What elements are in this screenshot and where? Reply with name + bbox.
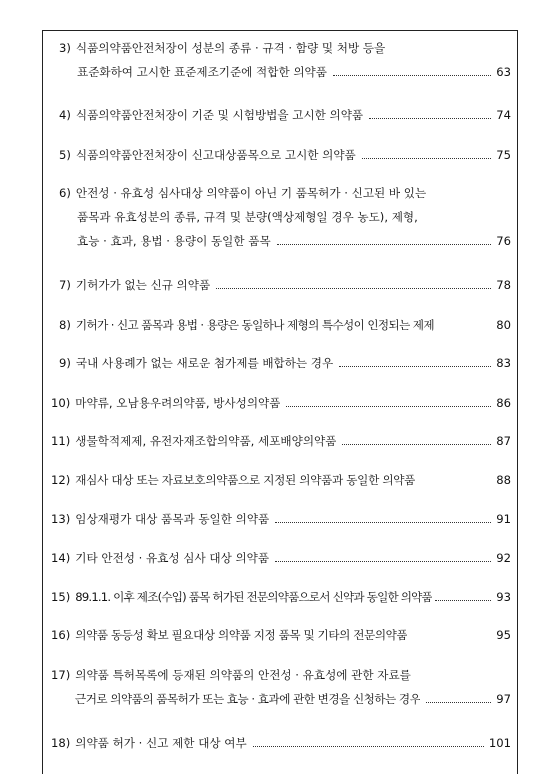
toc-entry-page: 86 xyxy=(496,396,511,410)
toc-entry-number: 13) xyxy=(51,512,71,526)
toc-entry-page: 97 xyxy=(496,692,511,706)
dot-leader xyxy=(286,406,491,407)
toc-entry-number: 8) xyxy=(59,318,71,332)
toc-entry-3[interactable] xyxy=(43,36,519,84)
toc-entry-page: 88 xyxy=(496,473,511,487)
toc-entry-number: 10) xyxy=(51,396,71,410)
toc-entry-16[interactable] xyxy=(43,623,519,647)
dot-leader xyxy=(362,158,491,159)
dot-leader xyxy=(369,118,491,119)
toc-entry-number: 11) xyxy=(51,434,71,448)
toc-entry-number: 4) xyxy=(59,108,71,122)
toc-entry-text: 근거로 의약품의 품목허가 또는 효능 · 효과에 관한 변경을 신청하는 경우 xyxy=(75,692,421,706)
toc-entry-page: 93 xyxy=(496,590,511,604)
dot-leader xyxy=(216,288,491,289)
toc-entry-number: 6) xyxy=(59,186,71,200)
dot-leader xyxy=(253,746,484,747)
toc-entry-text: 안전성 · 유효성 심사대상 의약품이 아닌 기 품목허가 · 신고된 바 있는 xyxy=(75,186,427,200)
toc-entry-number: 12) xyxy=(51,473,71,487)
toc-entry-page: 74 xyxy=(496,108,511,122)
toc-entry-page: 80 xyxy=(496,318,511,332)
toc-entry-14[interactable] xyxy=(43,546,519,570)
toc-entry-text: 생물학적제제, 유전자재조합의약품, 세포배양의약품 xyxy=(75,434,337,448)
toc-entry-number: 9) xyxy=(59,356,71,370)
toc-entry-page: 87 xyxy=(496,434,511,448)
toc-entry-page: 63 xyxy=(496,65,511,79)
toc-entry-text: 임상재평가 대상 품목과 동일한 의약품 xyxy=(75,512,270,526)
dot-leader xyxy=(333,75,491,76)
toc-entry-4[interactable] xyxy=(43,103,519,127)
dot-leader xyxy=(277,244,492,245)
toc-entry-page: 83 xyxy=(496,356,511,370)
toc-entry-page: 92 xyxy=(496,551,511,565)
toc-entry-text: 기허가 · 신고 품목과 용법 · 용량은 동일하나 제형의 특수성이 인정되는 제제 xyxy=(75,318,435,332)
dot-leader xyxy=(435,600,491,601)
toc-entry-number: 16) xyxy=(51,628,71,642)
toc-entry-page: 101 xyxy=(488,736,511,750)
toc-entry-text: 마약류, 오남용우려의약품, 방사성의약품 xyxy=(75,396,281,410)
toc-entry-13[interactable] xyxy=(43,507,519,531)
toc-entry-text: 품목과 유효성분의 종류, 규격 및 분량(액상제형일 경우 농도), 제형, xyxy=(77,210,418,224)
toc-entry-number: 3) xyxy=(59,41,71,55)
toc-entry-18[interactable] xyxy=(43,731,519,755)
toc-entry-page: 95 xyxy=(496,628,511,642)
toc-entry-page: 91 xyxy=(496,512,511,526)
toc-entry-text: 효능 · 효과, 용법 · 용량이 동일한 품목 xyxy=(77,234,271,248)
toc-entry-page: 78 xyxy=(496,278,511,292)
toc-entry-text: 기타 안전성 · 유효성 심사 대상 의약품 xyxy=(75,551,270,565)
dot-leader xyxy=(342,444,491,445)
toc-entry-5[interactable] xyxy=(43,143,519,167)
toc-entry-17[interactable] xyxy=(43,663,519,711)
toc-entry-page: 76 xyxy=(496,234,511,248)
toc-entry-text: 식품의약품안전처장이 기준 및 시험방법을 고시한 의약품 xyxy=(75,108,364,122)
toc-entry-9[interactable] xyxy=(43,351,519,375)
toc-entry-text: 89.1.1. 이후 제조(수입) 품목 허가된 전문의약품으로서 신약과 동일한 의약품 xyxy=(75,590,432,604)
toc-entry-7[interactable] xyxy=(43,273,519,297)
dot-leader xyxy=(275,522,491,523)
toc-entry-text: 의약품 특허목록에 등재된 의약품의 안전성 · 유효성에 관한 자료를 xyxy=(75,668,411,682)
toc-entry-number: 5) xyxy=(59,148,71,162)
toc-entry-text: 의약품 허가 · 신고 제한 대상 여부 xyxy=(75,736,247,750)
toc-frame xyxy=(42,30,518,774)
dot-leader xyxy=(426,702,491,703)
toc-entry-12[interactable] xyxy=(43,468,519,492)
toc-entry-number: 7) xyxy=(59,278,71,292)
toc-entry-number: 17) xyxy=(51,668,71,682)
toc-entry-page: 75 xyxy=(496,148,511,162)
toc-entry-6[interactable] xyxy=(43,181,519,253)
toc-entry-number: 14) xyxy=(51,551,71,565)
toc-entry-10[interactable] xyxy=(43,391,519,415)
toc-entry-15[interactable] xyxy=(43,585,519,609)
toc-entry-8[interactable] xyxy=(43,313,519,337)
toc-entry-text: 식품의약품안전처장이 성분의 종류 · 규격 · 함량 및 처방 등을 xyxy=(75,41,386,55)
toc-entry-text: 표준화하여 고시한 표준제조기준에 적합한 의약품 xyxy=(77,65,327,79)
toc-entry-text: 의약품 동등성 확보 필요대상 의약품 지정 품목 및 기타의 전문의약품 xyxy=(75,628,408,642)
dot-leader xyxy=(339,366,491,367)
toc-entry-text: 국내 사용례가 없는 새로운 첨가제를 배합하는 경우 xyxy=(75,356,334,370)
toc-entry-11[interactable] xyxy=(43,429,519,453)
toc-entry-number: 15) xyxy=(51,590,71,604)
toc-entry-number: 18) xyxy=(51,736,71,750)
dot-leader xyxy=(275,561,491,562)
toc-entry-text: 식품의약품안전처장이 신고대상품목으로 고시한 의약품 xyxy=(75,148,356,162)
toc-entry-text: 기허가가 없는 신규 의약품 xyxy=(75,278,211,292)
toc-entry-text: 재심사 대상 또는 자료보호의약품으로 지정된 의약품과 동일한 의약품 xyxy=(75,473,416,487)
